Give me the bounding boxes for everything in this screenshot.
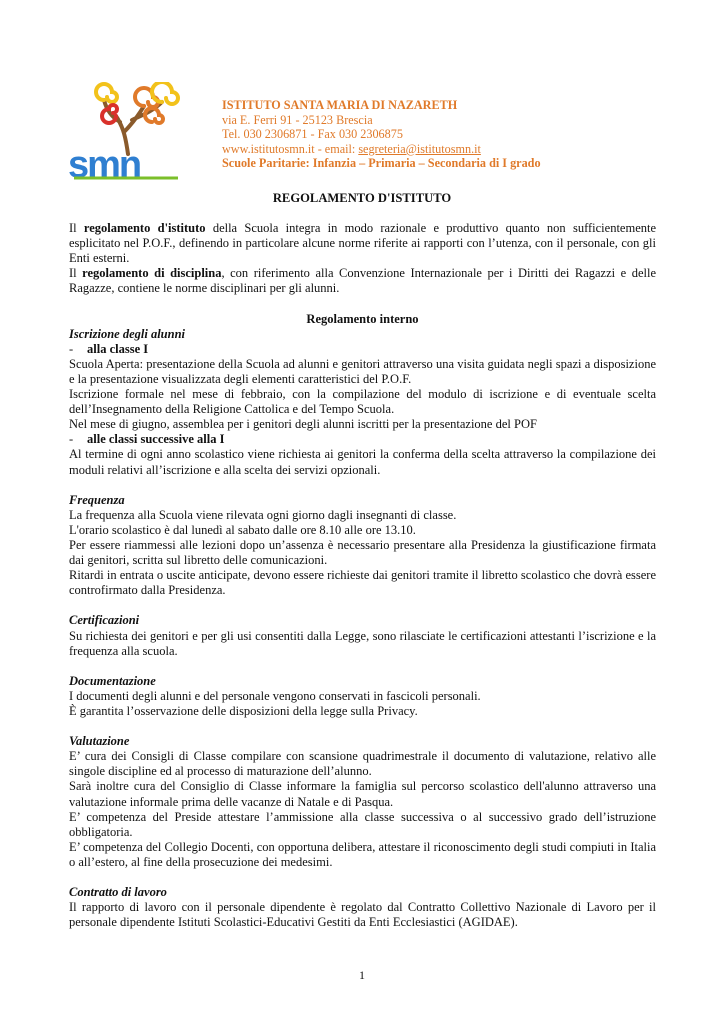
intro-p2-c: , con riferimento alla Convenzione Internazionale per i Diritti dei Ragazzi e delle Ragazze, contiene le norme disciplinari per gli alunni.: [69, 266, 657, 296]
intro-paragraph-1: [69, 221, 656, 266]
list-item-classi-successive: [69, 432, 656, 447]
logo-text: smn: [68, 144, 141, 182]
institute-name: ISTITUTO SANTA MARIA DI NAZARETH: [222, 98, 458, 112]
intro-paragraph-2: [69, 266, 656, 296]
documentazione-p2: È garantita l’osservazione delle disposizioni della legge sulla Privacy.: [69, 704, 418, 718]
valutazione-p2: Sarà inoltre cura del Consiglio di Classe informare la famiglia sul percorso scolastico dell'alunno attraverso una valutazione informale prima delle vacanze di Natale e di Pasqua.: [69, 779, 656, 809]
intro-p2-bold: regolamento di disciplina: [82, 266, 222, 281]
schools-line: Scuole Paritarie: Infanzia – Primaria – Secondaria di I grado: [222, 156, 541, 171]
contratto-p1: Il rapporto di lavoro con il personale dipendente è regolato dal Contratto Collettivo Nazionale di Lavoro per il personale dipendente Istituti Scolastici-Educativi Gestiti da Enti Ecclesiastici (AGIDAE).: [69, 900, 656, 930]
list-dash: -: [69, 341, 74, 356]
intro-p1-c: della Scuola integra in modo razionale e produttivo quanto non sufficientemente esplicitato nel P.O.F., definendo in particolare alcune norme riferite ai rapporti con l’utenza, con il personale, con gli Enti esterni.: [69, 221, 657, 266]
iscrizione-p3: Nel mese di giugno, assemblea per i genitori degli alunni iscritti per la presentazione del POF: [69, 417, 537, 432]
section-heading-contratto: Contratto di lavoro: [69, 885, 167, 900]
valutazione-p1: E’ cura dei Consigli di Classe compilare con scansione quadrimestrale il documento di valutazione, relativo alle singole discipline ed al processo di maturazione dell’alunno.: [69, 749, 656, 779]
intro-p1-a: Il: [69, 221, 84, 235]
school-logo: [66, 82, 190, 182]
page-number: 1: [359, 968, 365, 982]
section-heading-iscrizione: Iscrizione degli alunni: [69, 326, 185, 341]
iscrizione-p2: Iscrizione formale nel mese di febbraio, con la compilazione del modulo di iscrizione e di eventuale scelta dell’Insegnamento della Religione Cattolica e del Tempo Scuola.: [69, 387, 656, 417]
frequenza-p3: Per essere riammessi alle lezioni dopo un’assenza è necessario presentare alla Presidenza la giustificazione firmata dai genitori, scritta sul libretto delle comunicazioni.: [69, 537, 656, 568]
institute-web-email: [222, 142, 682, 157]
frequenza-p4: Ritardi in entrata o uscite anticipate, devono essere richieste dai genitori tramite il libretto scolastico che dovrà essere controfirmato dalla Presidenza.: [69, 568, 656, 598]
institute-header: [222, 98, 682, 171]
documentazione-p1: I documenti degli alunni e del personale vengono conservati in fascicoli personali.: [69, 688, 481, 703]
list-dash: -: [69, 432, 74, 447]
institute-phone-fax: Tel. 030 2306871 - Fax 030 2306875: [222, 127, 403, 142]
iscrizione-p1: Scuola Aperta: presentazione della Scuola ad alunni e genitori attraverso una visita guidata negli spazi a disposizione e la presentazione visualizzata degli elementi caratteristici del P.O.F.: [69, 356, 656, 386]
valutazione-p4: E’ competenza del Collegio Docenti, con opportuna delibera, attestare il riconoscimento degli studi compiuti in Italia o all’estero, al fine della prosecuzione dei medesimi.: [69, 839, 656, 869]
intro-p2-a: Il: [69, 266, 83, 281]
internal-rules-title: Regolamento interno: [306, 311, 419, 326]
document-body: [69, 221, 656, 930]
institute-address: via E. Ferri 91 - 25123 Brescia: [222, 112, 373, 127]
section-heading-valutazione: Valutazione: [69, 734, 130, 749]
valutazione-p3: E’ competenza del Preside attestare l’ammissione alla classe successiva o al successivo grado dell’istruzione obbligatoria.: [69, 809, 656, 839]
document-title: REGOLAMENTO D'ISTITUTO: [272, 191, 452, 205]
list-item-classe-i: [69, 342, 656, 357]
frequenza-p1: La frequenza alla Scuola viene rilevata ogni giorno dagli insegnanti di classe.: [69, 507, 457, 522]
section-heading-frequenza: Frequenza: [69, 492, 125, 507]
frequenza-p2: L'orario scolastico è dal lunedì al sabato dalle ore 8.10 alle ore 13.10.: [69, 522, 416, 537]
section-heading-certificazioni: Certificazioni: [69, 613, 140, 628]
certificazioni-p1: Su richiesta dei genitori e per gli usi consentiti dalla Legge, sono rilasciate le certificazioni attestanti l’iscrizione e la frequenza alla scuola.: [69, 628, 656, 658]
email-link[interactable]: segreteria@istitutosmn.it: [358, 141, 481, 156]
intro-p1-bold: regolamento d'istituto: [83, 221, 206, 235]
website-text: www.istitutosmn.it - email:: [222, 141, 359, 156]
list-item-label: alla classe I: [87, 341, 149, 356]
list-item-label: alle classi successive alla I: [87, 432, 225, 447]
section-heading-documentazione: Documentazione: [69, 673, 156, 688]
iscrizione-p4: Al termine di ogni anno scolastico viene richiesta ai genitori la conferma della scelta attraverso la compilazione dei moduli relativi all’iscrizione e alla scelta dei servizi opzionali.: [69, 447, 656, 477]
